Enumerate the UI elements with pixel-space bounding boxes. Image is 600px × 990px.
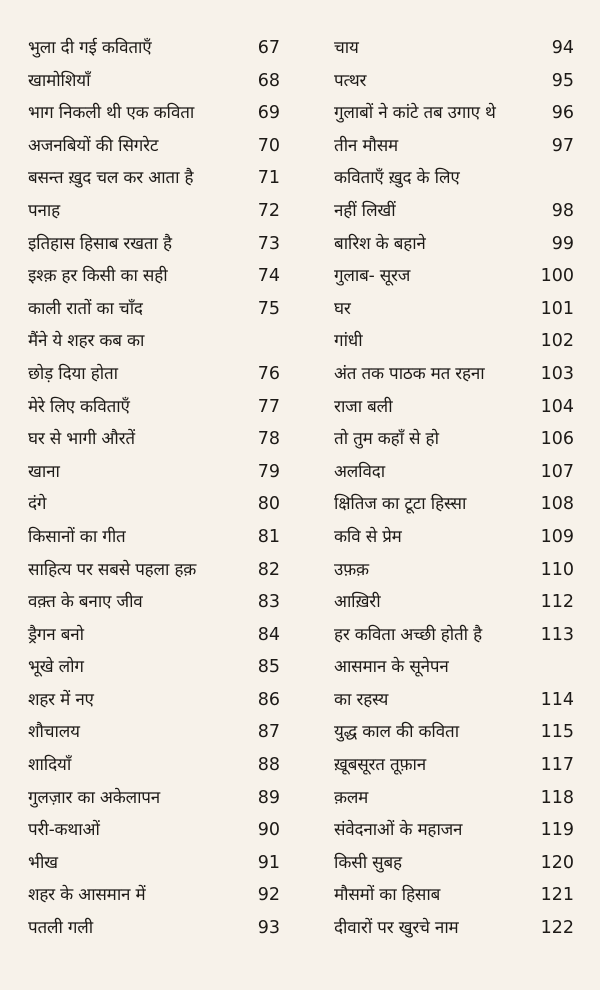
toc-entry [28,716,280,749]
toc-entry-page-number: 89 [257,787,280,808]
toc-entry [28,195,280,228]
toc-entry [334,260,574,293]
toc-entry [334,130,574,163]
toc-entry-page-number: 121 [540,885,574,906]
toc-entry-page-number: 77 [257,396,280,417]
toc-entry-page-number: 94 [551,38,574,58]
toc-entry-title: अंत तक पाठक मत रहना [334,363,485,384]
toc-entry-title: राजा बली [334,396,393,417]
toc-entry-title: भीख [28,852,58,873]
toc-entry [334,97,574,130]
toc-right-column [334,32,574,945]
toc-entry-page-number: 91 [257,852,280,873]
toc-entry-title: पत्थर [334,70,367,91]
toc-entry [28,651,280,684]
toc-entry [28,228,280,261]
toc-entry [334,879,574,912]
toc-entry-title: किसी सुबह [334,852,402,873]
toc-entry [28,391,280,424]
toc-entry-title: ड्रैगन बनो [28,624,84,645]
toc-entry-page-number: 78 [257,429,280,450]
toc-entry-title: पतली गली [28,918,93,939]
toc-entry [28,619,280,652]
toc-entry [28,847,280,880]
toc-entry-page-number: 109 [540,526,574,547]
toc-entry-page-number: 71 [257,168,280,189]
toc-entry-title: भूखे लोग [28,657,84,678]
toc-entry [28,260,280,293]
toc-entry-title: चाय [334,38,359,58]
toc-entry-title: छोड़ दिया होता [28,363,118,384]
toc-entry-page-number: 69 [257,103,280,124]
toc-entry-title: मौसमों का हिसाब [334,885,441,906]
toc-entry-title: आसमान के सूनेपन [334,657,449,678]
toc-entry-page-number: 98 [551,200,574,221]
toc-entry-title: दंगे [28,494,47,515]
toc-entry-title: अजनबियों की सिगरेट [28,135,159,156]
toc-entry-page-number: 110 [540,559,574,580]
toc-entry-page-number: 104 [540,396,574,417]
toc-entry-title: गुलज़ार का अकेलापन [28,787,160,808]
toc-entry [28,325,280,358]
toc-entry-page-number: 67 [257,38,280,58]
toc-entry-title: हर कविता अच्छी होती है [334,624,482,645]
toc-entry-title: भुला दी गई कविताएँ [28,38,152,58]
toc-entry-title: क़लम [334,787,369,808]
toc-entry-page-number: 92 [257,885,280,906]
toc-entry [28,782,280,815]
toc-entry-page-number: 100 [540,266,574,287]
toc-entry-title: उफ़क़ [334,559,369,580]
toc-entry-title: इतिहास हिसाब रखता है [28,233,172,254]
toc-entry [334,162,574,195]
toc-entry [28,162,280,195]
toc-entry [334,293,574,326]
toc-entry-page-number: 83 [257,592,280,613]
toc-entry-title: बसन्त ख़ुद चल कर आता है [28,168,194,189]
toc-entry-title: इश्क़ हर किसी का सही [28,266,168,287]
toc-entry [28,554,280,587]
toc-entry-title: शहर में नए [28,689,94,710]
toc-left-column [28,32,280,945]
toc-entry-title: मैंने ये शहर कब का [28,331,145,352]
toc-entry [334,554,574,587]
toc-entry-title: नहीं लिखीं [334,200,396,221]
toc-entry [334,391,574,424]
toc-entry [28,423,280,456]
toc-entry-page-number: 73 [257,233,280,254]
toc-entry-title: अलविदा [334,461,385,482]
toc-entry-page-number: 76 [257,363,280,384]
toc-entry-title: खामोशियाँ [28,70,91,91]
toc-entry [334,684,574,717]
toc-entry [334,325,574,358]
toc-entry [28,65,280,98]
toc-entry-title: किसानों का गीत [28,526,126,547]
toc-entry [28,32,280,65]
toc-entry-title: मेरे लिए कविताएँ [28,396,130,417]
toc-entry-title: बारिश के बहाने [334,233,426,254]
toc-entry-page-number: 103 [540,363,574,384]
toc-entry [334,228,574,261]
toc-entry-title: आख़िरी [334,592,381,613]
toc-entry-title: क्षितिज का टूटा हिस्सा [334,494,467,515]
toc-entry-title: परी-कथाओं [28,820,100,841]
toc-entry-title: घर [334,298,351,319]
toc-entry-title: काली रातों का चाँद [28,298,143,319]
toc-entry-page-number: 101 [540,298,574,319]
toc-entry [28,879,280,912]
toc-entry-page-number: 108 [540,494,574,515]
toc-entry-page-number: 95 [551,70,574,91]
toc-entry-title: कवि से प्रेम [334,526,402,547]
toc-entry-page-number: 97 [551,135,574,156]
toc-entry-page-number: 88 [257,755,280,776]
toc-entry-title: संवेदनाओं के महाजन [334,820,463,841]
toc-entry-title: तीन मौसम [334,135,398,156]
toc-entry-page-number: 119 [540,820,574,841]
toc-entry-page-number: 115 [540,722,574,743]
toc-entry-title: गांधी [334,331,363,352]
toc-entry-page-number: 75 [257,298,280,319]
toc-entry-title: तो तुम कहाँ से हो [334,429,439,450]
toc-entry [334,32,574,65]
toc-entry [28,456,280,489]
toc-entry [334,847,574,880]
toc-entry-page-number: 84 [257,624,280,645]
toc-entry-page-number: 120 [540,852,574,873]
toc-entry-page-number: 99 [551,233,574,254]
toc-entry-title: साहित्य पर सबसे पहला हक़ [28,559,197,580]
toc-entry-title: गुलाब- सूरज [334,266,411,287]
toc-entry [28,97,280,130]
toc-entry-title: खाना [28,461,60,482]
toc-entry-page-number: 85 [257,657,280,678]
toc-entry [334,456,574,489]
toc-entry [334,586,574,619]
toc-entry-page-number: 122 [540,918,574,939]
toc-entry-title: गुलाबों ने कांटे तब उगाए थे [334,103,496,124]
toc-entry [334,619,574,652]
toc-entry-page-number: 102 [540,331,574,352]
toc-entry [28,684,280,717]
toc-entry [28,749,280,782]
toc-entry-page-number: 86 [257,689,280,710]
toc-entry [28,814,280,847]
toc-entry [28,293,280,326]
toc-entry [334,814,574,847]
toc-entry-page-number: 81 [257,526,280,547]
toc-entry-title: पनाह [28,200,60,221]
toc-entry-page-number: 68 [257,70,280,91]
toc-entry-page-number: 82 [257,559,280,580]
toc-entry [28,586,280,619]
toc-entry-page-number: 106 [540,429,574,450]
toc-entry-page-number: 79 [257,461,280,482]
toc-entry-title: का रहस्य [334,689,389,710]
toc-entry [334,423,574,456]
toc-entry [28,488,280,521]
toc-entry [334,912,574,945]
toc-entry-page-number: 80 [257,494,280,515]
toc-entry-page-number: 74 [257,266,280,287]
toc-entry [334,716,574,749]
toc-entry-page-number: 70 [257,135,280,156]
toc-entry [334,488,574,521]
toc-entry [28,130,280,163]
toc-entry [28,521,280,554]
toc-entry-title: दीवारों पर खुरचे नाम [334,918,459,939]
toc-entry-title: कविताएँ ख़ुद के लिए [334,168,460,189]
toc-entry-page-number: 90 [257,820,280,841]
toc-entry-title: भाग निकली थी एक कविता [28,103,195,124]
toc-entry-page-number: 117 [540,755,574,776]
toc-entry-title: ख़ूबसूरत तूफ़ान [334,755,426,776]
toc-entry-title: शौचालय [28,722,80,743]
toc-entry [28,358,280,391]
toc-entry [334,749,574,782]
toc-entry-page-number: 72 [257,200,280,221]
toc-entry [334,521,574,554]
toc-entry-page-number: 87 [257,722,280,743]
toc-entry-page-number: 96 [551,103,574,124]
toc-entry [334,651,574,684]
toc-entry-page-number: 93 [257,918,280,939]
toc-entry [334,65,574,98]
toc-entry-title: वक़्त के बनाए जीव [28,592,143,613]
toc-entry [334,782,574,815]
toc-entry-page-number: 112 [540,592,574,613]
toc-entry-page-number: 113 [540,624,574,645]
toc-entry [334,358,574,391]
toc-entry [28,912,280,945]
toc-entry [334,195,574,228]
toc-entry-page-number: 114 [540,689,574,710]
toc-entry-title: शहर के आसमान में [28,885,146,906]
toc-entry-title: शादियाँ [28,755,72,776]
toc-entry-title: युद्ध काल की कविता [334,722,459,743]
toc-entry-title: घर से भागी औरतें [28,429,135,450]
toc-entry-page-number: 118 [540,787,574,808]
toc-entry-page-number: 107 [540,461,574,482]
